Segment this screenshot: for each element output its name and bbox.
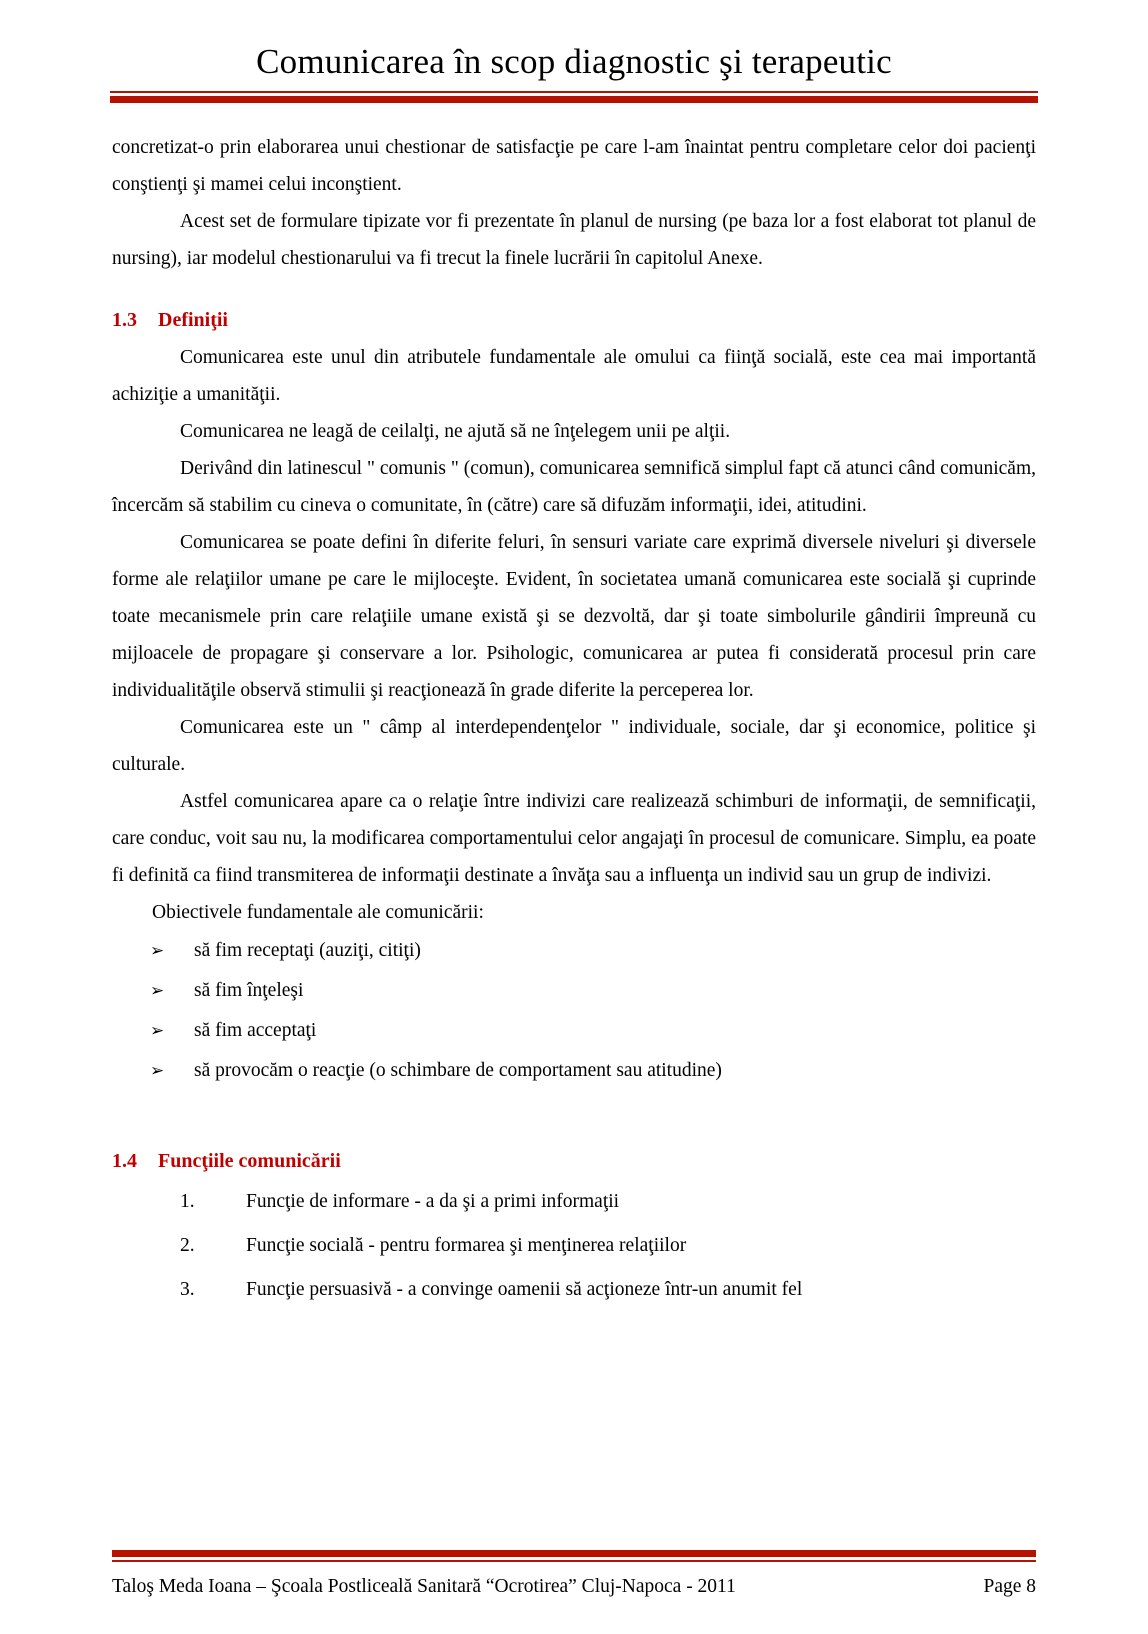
list-item: [180, 1224, 1036, 1268]
list-item-number: 3.: [180, 1279, 195, 1301]
footer-divider: [112, 1550, 1036, 1562]
paragraph-1-3-2: Comunicarea ne leagă de ceilalţi, ne ajută să ne înţelegem unii pe alţii.: [180, 421, 731, 443]
objectives-lead-in: Obiectivele fundamentale ale comunicării:: [152, 902, 484, 924]
paragraph-1-3-1: Comunicarea este unul din atributele fundamentale ale omului ca fiinţă socială, este cea mai importantă achiziţie a umanităţii.: [112, 347, 1036, 406]
list-item: [150, 971, 1036, 1011]
heading-1-4-number: 1.4: [112, 1150, 137, 1173]
list-item-label: să provocăm o reacţie (o schimbare de comportament sau atitudine): [194, 1060, 722, 1082]
list-item: [150, 1051, 1036, 1091]
heading-1-4-title: Funcţiile comunicării: [158, 1150, 341, 1173]
list-item-label: să fim receptaţi (auziţi, citiţi): [194, 940, 421, 962]
footer-author-institution: Taloş Meda Ioana – Şcoala Postliceală Sanitară “Ocrotirea” Cluj-Napoca - 2011: [112, 1576, 736, 1597]
list-item-label: să fim acceptaţi: [194, 1020, 317, 1042]
paragraph-1-3-4: Comunicarea se poate defini în diferite feluri, în sensuri variate care exprimă diversele niveluri şi diversele forme ale relaţiilor umane pe care le mijloceşte. Evident, în societatea umană comunicarea este socială şi cuprinde toate mecanismele prin care relaţiile umane există şi se dezvoltă, dar şi toate simbolurile gândirii împreună cu mijloacele de propagare şi conservare a lor. Psihologic, comunicarea ar putea fi considerată procesul prin care individualităţile observă stimulii şi reacţionează în grade diferite la perceperea lor.: [112, 532, 1036, 702]
spacer-before-section-1-4: [112, 1091, 1036, 1143]
header-divider: [110, 91, 1038, 103]
page-number: Page 8: [983, 1576, 1036, 1597]
list-item: [180, 1180, 1036, 1224]
list-item-number: 2.: [180, 1235, 195, 1257]
page-footer: [0, 1550, 1148, 1634]
list-item: [150, 1011, 1036, 1051]
list-item-label: Funcţie persuasivă - a convinge oamenii să acţioneze într-un anumit fel: [246, 1279, 803, 1301]
spacer-before-section-1-3: [112, 277, 1036, 302]
functions-list: [112, 1180, 1036, 1312]
arrow-bullet-icon: ➢: [150, 1061, 165, 1082]
heading-1-3-number: 1.3: [112, 309, 137, 332]
header-rule-thick: [110, 96, 1038, 103]
heading-1-4: [112, 1143, 1036, 1180]
paragraph-intro-1: concretizat-o prin elaborarea unui chestionar de satisfacţie pe care l-am înaintat pentru completare celor doi pacienţi conştienţi şi mamei celui inconştient.: [112, 137, 1036, 196]
paragraph-1-3-3: Derivând din latinescul " comunis " (comun), comunicarea semnifică simplul fapt că atunci când comunicăm, încercăm să stabilim cu cineva o comunitate, în (către) care să difuzăm informaţii, idei, atitudini.: [112, 458, 1036, 517]
footer-rule-thin: [112, 1560, 1036, 1562]
list-item-label: Funcţie socială - pentru formarea şi menţinerea relaţiilor: [246, 1235, 687, 1257]
heading-1-3-title: Definiţii: [158, 309, 228, 332]
list-item: [150, 931, 1036, 971]
objectives-list: [112, 931, 1036, 1091]
list-item: [180, 1268, 1036, 1312]
list-item-label: să fim înţeleşi: [194, 980, 304, 1002]
heading-1-3: [112, 302, 1036, 339]
footer-rule-thick: [112, 1550, 1036, 1557]
paragraph-1-3-5: Comunicarea este un " câmp al interdependenţelor " individuale, sociale, dar şi economice, politice şi culturale.: [112, 717, 1036, 776]
page-content: [0, 103, 1148, 1550]
list-item-label: Funcţie de informare - a da şi a primi informaţii: [246, 1191, 620, 1213]
footer-row: [112, 1576, 1036, 1598]
paragraph-intro-2: Acest set de formulare tipizate vor fi prezentate în planul de nursing (pe baza lor a fost elaborat tot planul de nursing), iar modelul chestionarului va fi trecut la finele lucrării în capitolul Anexe.: [112, 211, 1036, 270]
arrow-bullet-icon: ➢: [150, 1021, 165, 1042]
arrow-bullet-icon: ➢: [150, 981, 165, 1002]
arrow-bullet-icon: ➢: [150, 941, 165, 962]
page-header: [0, 0, 1148, 103]
paragraph-1-3-6: Astfel comunicarea apare ca o relaţie între indivizi care realizează schimburi de informaţii, de semnificaţii, care conduc, voit sau nu, la modificarea comportamentului celor angajaţi în procesul de comunicare. Simplu, ea poate fi definită ca fiind transmiterea de informaţii destinate a învăţa sau a influenţa un individ sau un grup de indivizi.: [112, 791, 1036, 887]
list-item-number: 1.: [180, 1191, 195, 1213]
document-title: Comunicarea în scop diagnostic şi terapeutic: [256, 42, 892, 81]
